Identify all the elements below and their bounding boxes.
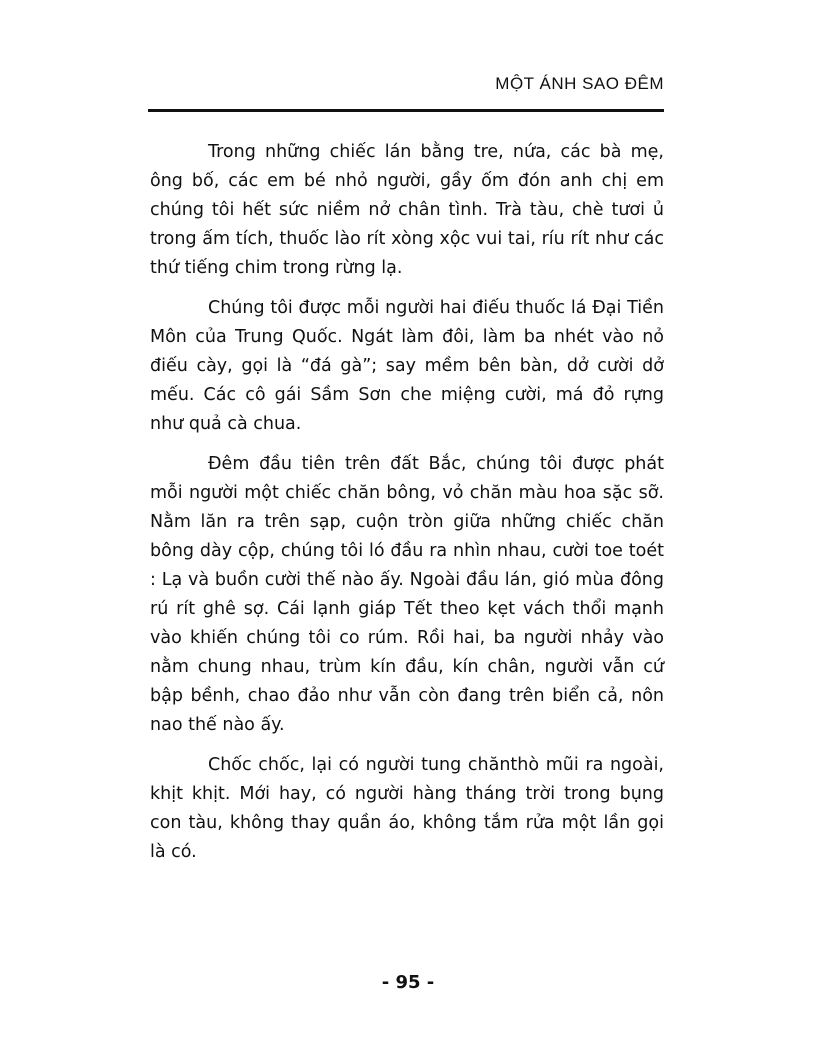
paragraph-4: Chốc chốc, lại có người tung chănthò mũi ra ngoài, khịt khịt. Mới hay, có người hàng tháng trời trong bụng con tàu, không thay quần áo, không tắm rửa một lần gọi là có. [150, 755, 664, 862]
page-number: - 95 - [381, 972, 435, 993]
running-header-title: MỘT ÁNH SAO ĐÊM [495, 74, 664, 93]
body-text [150, 138, 664, 878]
paragraph-1: Trong những chiếc lán bằng tre, nứa, các bà mẹ, ông bố, các em bé nhỏ người, gầy ốm đón anh chị em chúng tôi hết sức niềm nở chân tình. Trà tàu, chè tươi ủ trong ấm tích, thuốc lào rít xòng xộc vui tai, ríu rít như các thứ tiếng chim trong rừng lạ. [150, 142, 664, 278]
header-rule [148, 109, 664, 112]
paragraph-3: Đêm đầu tiên trên đất Bắc, chúng tôi được phát mỗi người một chiếc chăn bông, vỏ chăn màu hoa sặc sỡ. Nằm lăn ra trên sạp, cuộn tròn giữa những chiếc chăn bông dày cộp, chúng tôi ló đầu ra nhìn nhau, cười toe toét : Lạ và buồn cười thế nào ấy. Ngoài đầu lán, gió mùa đông rú rít ghê sợ. Cái lạnh giáp Tết theo kẹt vách thổi mạnh vào khiến chúng tôi co rúm. Rồi hai, ba người nhảy vào nằm chung nhau, trùm kín đầu, kín chân, người vẫn cứ bập bềnh, chao đảo như vẫn còn đang trên biển cả, nôn nao thế nào ấy. [150, 454, 664, 735]
paragraph-2: Chúng tôi được mỗi người hai điếu thuốc lá Đại Tiền Môn của Trung Quốc. Ngát làm đôi, làm ba nhét vào nỏ điếu cày, gọi là “đá gà”; say mềm bên bàn, dở cười dở mếu. Các cô gái Sầm Sơn che miệng cười, má đỏ rựng như quả cà chua. [150, 298, 664, 434]
